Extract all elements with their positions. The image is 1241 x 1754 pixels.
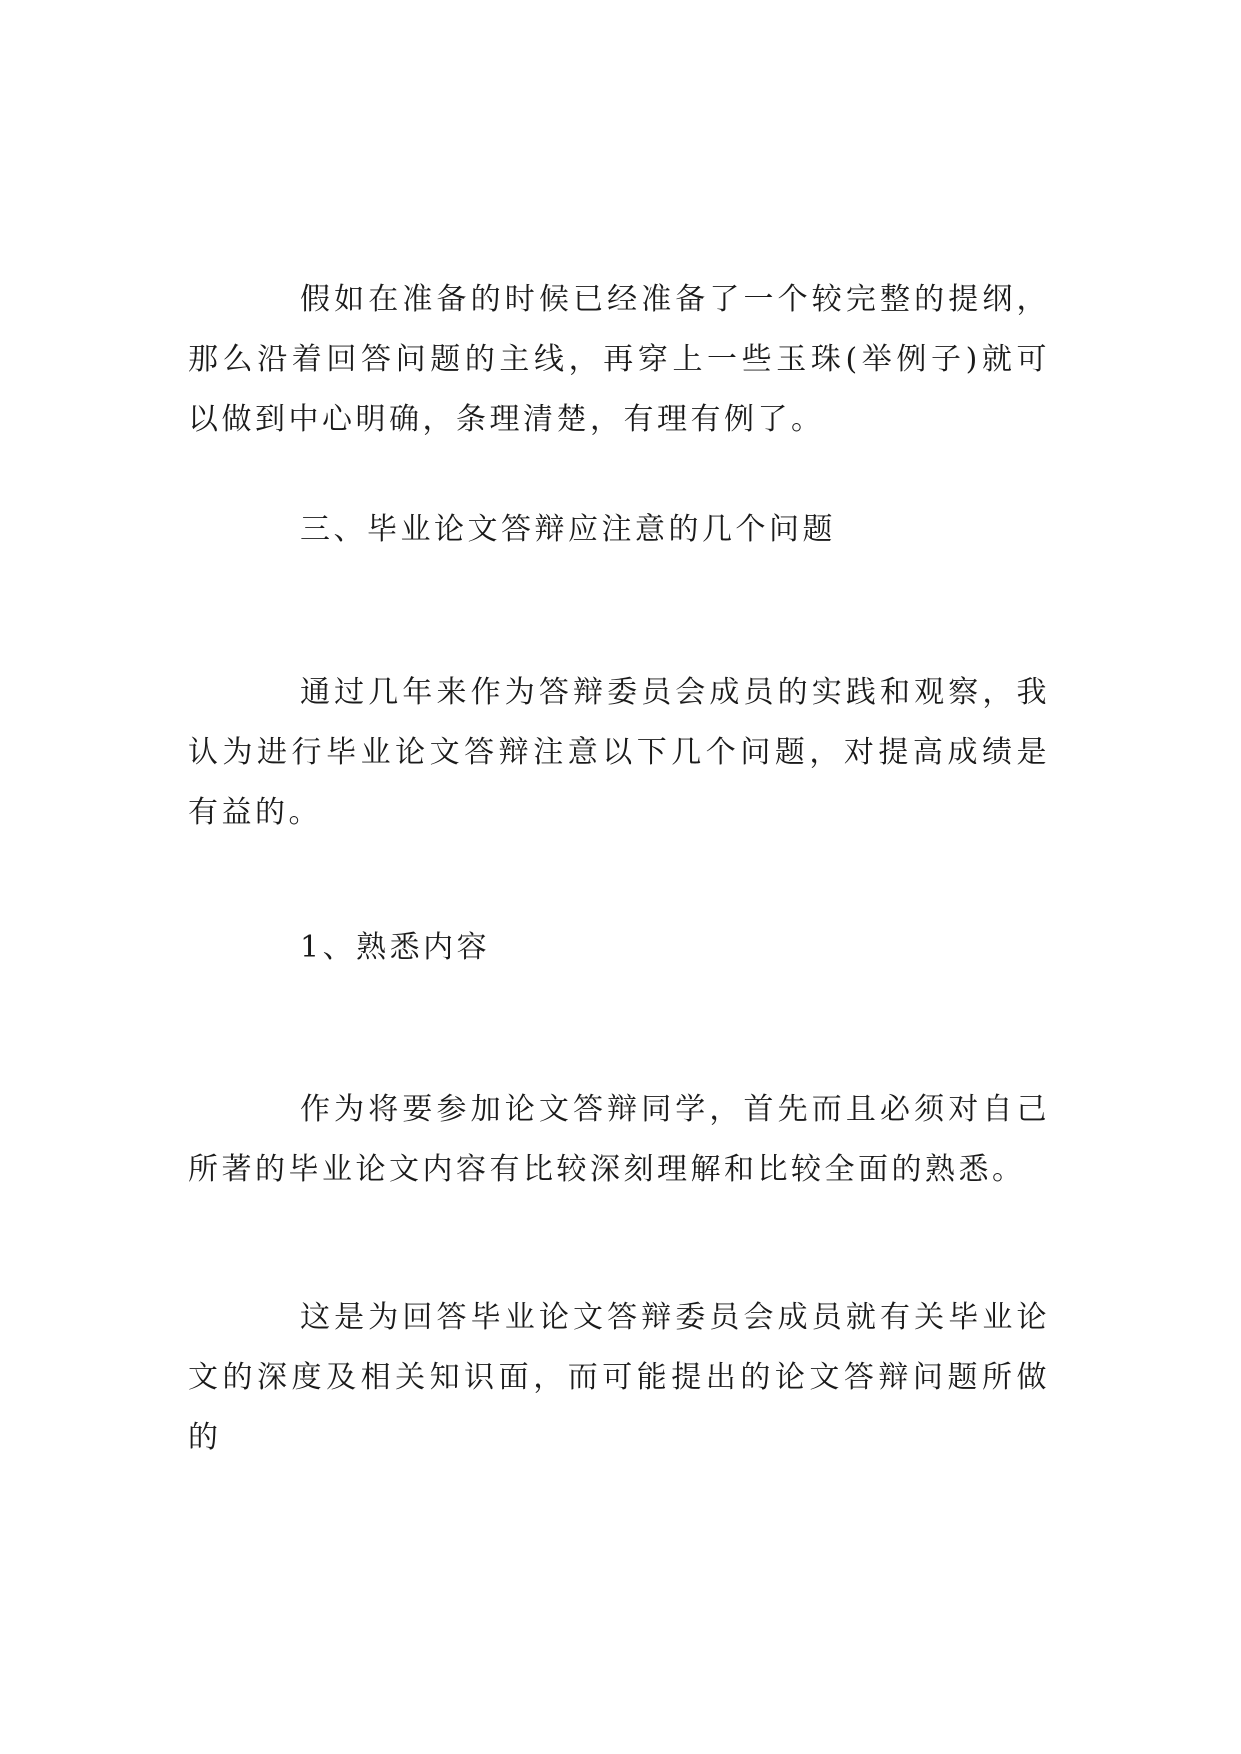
paragraph-outline: 假如在准备的时候已经准备了一个较完整的提纲，那么沿着回答问题的主线，再穿上一些玉珠(举例子)就可以做到中心明确，条理清楚，有理有例了。 — [188, 282, 1050, 437]
paragraph-observation: 通过几年来作为答辩委员会成员的实践和观察，我认为进行毕业论文答辩注意以下几个问题，对提高成绩是有益的。 — [188, 675, 1050, 830]
paragraph-purpose: 这是为回答毕业论文答辩委员会成员就有关毕业论文的深度及相关知识面，而可能提出的论文答辩问题所做的 — [188, 1300, 1050, 1455]
subheading-familiar-content: 1、熟悉内容 — [300, 930, 491, 965]
paragraph-familiarity: 作为将要参加论文答辩同学，首先而且必须对自己所著的毕业论文内容有比较深刻理解和比较全面的熟悉。 — [188, 1092, 1050, 1187]
section-heading-three: 三、毕业论文答辩应注意的几个问题 — [300, 512, 836, 547]
